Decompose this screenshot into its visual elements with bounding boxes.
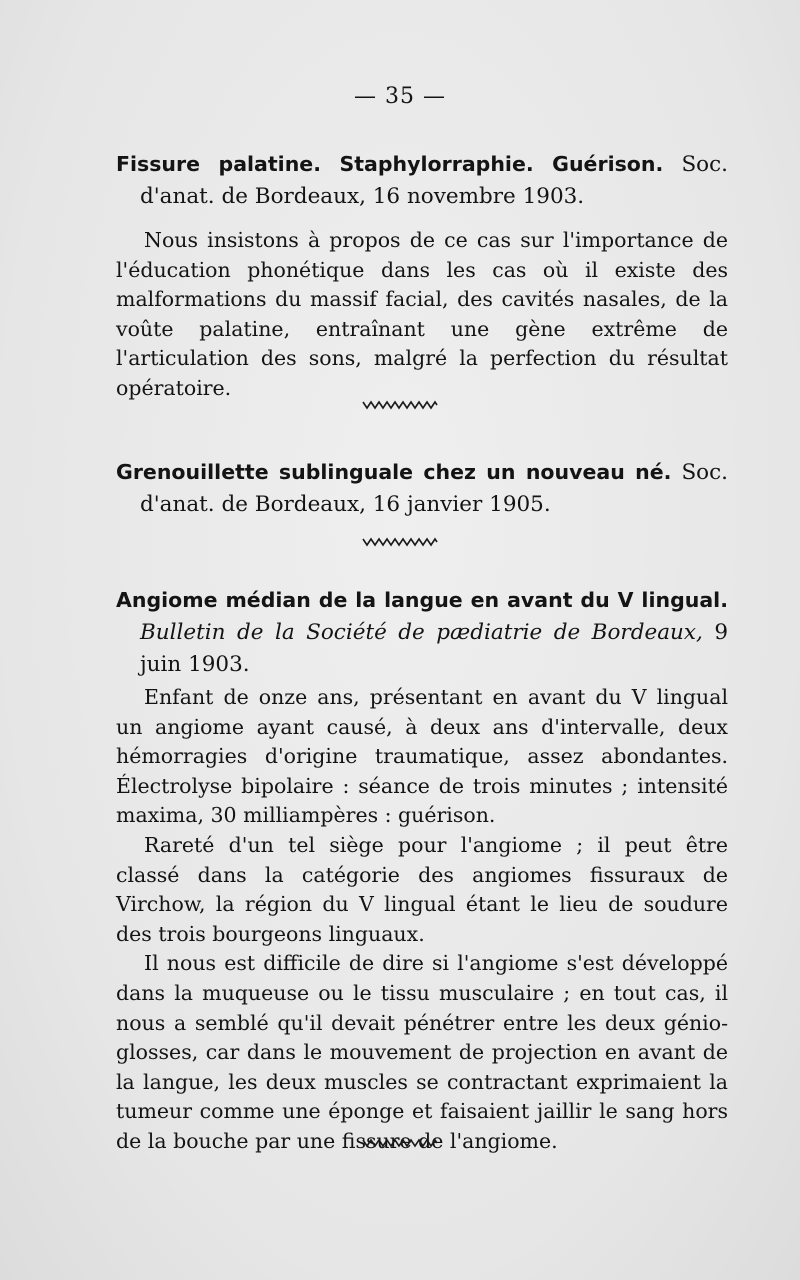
entry-2 [116,456,728,521]
entry-1-title [116,148,728,213]
wavy-rule-icon [361,398,439,412]
entry-3-title [116,584,728,681]
ornament-divider-2 [0,535,800,549]
wavy-rule-icon [361,1136,439,1150]
entry-3-title-journal: Bulletin de la Société de pædiatrie de Bordeaux, [140,620,703,645]
entry-2-title-bold: Grenouillette sublinguale chez un nouveau né. [116,460,672,484]
entry-3-body [116,683,728,1157]
entry-3-title-rest: 9 juin 1903. [140,620,728,677]
entry-1-paragraph-1: Nous insistons à propos de ce cas sur l'importance de l'éducation phonétique dans les cas où il existe des malformations du massif facial, des cavités nasales, de la voûte palatine, entraînant une gène extrême de l'articulation des sons, malgré la perfection du résultat opératoire. [116,228,728,400]
entry-3-paragraph-3: Il nous est difficile de dire si l'angiome s'est développé dans la muqueuse ou le tissu musculaire ; en tout cas, il nous a semblé qu'il devait pénétrer entre les deux génio-glosses, car dans le mouvement de projection en avant de la langue, les deux muscles se contractant exprimaient la tumeur comme une éponge et faisaient jaillir le sang hors de la bouche par une fissure de l'angiome. [116,951,728,1153]
entry-3-title-bold: Angiome médian de la langue en avant du V lingual. [116,588,728,612]
page-number: — 35 — [354,84,446,109]
ornament-divider-1 [0,398,800,412]
entry-2-title-rest: Soc. d'anat. de Bordeaux, 16 janvier 1905. [140,460,728,517]
entry-2-title [116,456,728,521]
entry-1-title-rest: Soc. d'anat. de Bordeaux, 16 novembre 1903. [140,152,728,209]
entry-1 [116,148,728,213]
entry-3 [116,584,728,681]
wavy-rule-icon [361,535,439,549]
entry-3-paragraph-1: Enfant de onze ans, présentant en avant du V lingual un angiome ayant causé, à deux ans d'intervalle, deux hémorragies d'origine traumatique, assez abondantes. Électrolyse bipolaire : séance de trois minutes ; intensité maxima, 30 milliampères : guérison. [116,685,728,828]
ornament-divider-3 [0,1136,800,1150]
entry-3-paragraph-2: Rareté d'un tel siège pour l'angiome ; il peut être classé dans la catégorie des angiomes fissuraux de Virchow, la région du V lingual étant le lieu de soudure des trois bourgeons linguaux. [116,832,728,946]
entry-1-title-bold: Fissure palatine. Staphylorraphie. Guérison. [116,152,664,176]
entry-1-body [116,226,728,404]
